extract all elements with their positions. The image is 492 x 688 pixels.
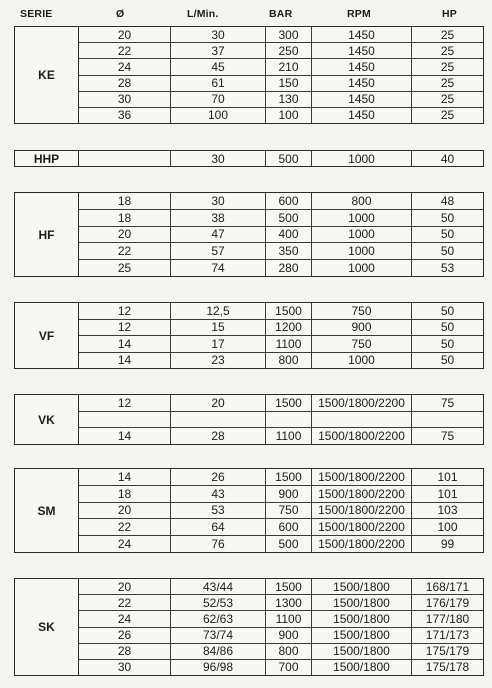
cell-diameter: 20 xyxy=(117,227,132,242)
cell-flow: 47 xyxy=(170,227,265,243)
table-row xyxy=(79,226,483,243)
cell-bar: 400 xyxy=(265,227,311,243)
header-serie: SERIE xyxy=(20,8,53,20)
cell-rpm: 1500/1800/2200 xyxy=(311,469,411,485)
series-label: VF xyxy=(15,303,79,368)
cell-diameter: 24 xyxy=(117,59,132,74)
cell-bar: 1100 xyxy=(265,611,311,626)
cell-bar: 600 xyxy=(265,519,311,535)
cell-flow: 38 xyxy=(170,210,265,226)
cell-flow: 76 xyxy=(170,536,265,552)
cell-flow: 45 xyxy=(170,59,265,74)
cell-hp: 53 xyxy=(411,260,483,276)
cell-bar: 130 xyxy=(265,92,311,107)
cell-hp: 75 xyxy=(411,395,483,411)
cell-diameter xyxy=(79,151,170,166)
cell-diameter: 25 xyxy=(117,261,132,276)
series-block-ke xyxy=(14,26,484,124)
cell-flow: 61 xyxy=(170,76,265,91)
cell-flow: 26 xyxy=(170,469,265,485)
cell-hp: 40 xyxy=(411,151,483,166)
cell-diameter: 28 xyxy=(117,644,132,659)
series-block-sk xyxy=(14,578,484,676)
cell-hp: 75 xyxy=(411,428,483,444)
cell-bar: 1500 xyxy=(265,469,311,485)
cell-rpm: 1450 xyxy=(311,27,411,42)
cell-rpm: 1450 xyxy=(311,92,411,107)
cell-rpm: 800 xyxy=(311,193,411,209)
table-row xyxy=(79,303,483,319)
series-block-sm xyxy=(14,468,484,553)
cell-flow: 23 xyxy=(170,353,265,369)
cell-bar: 600 xyxy=(265,193,311,209)
table-row xyxy=(79,502,483,519)
table-row xyxy=(79,485,483,502)
table-row xyxy=(79,411,483,428)
cell-bar: 1100 xyxy=(265,336,311,352)
cell-flow: 96/98 xyxy=(170,660,265,675)
cell-bar: 800 xyxy=(265,644,311,659)
cell-diameter: 22 xyxy=(117,595,132,610)
table-row xyxy=(79,469,483,485)
series-block-hf xyxy=(14,192,484,277)
cell-diameter: 36 xyxy=(117,108,132,123)
table-row xyxy=(79,610,483,626)
cell-diameter: 22 xyxy=(117,244,132,259)
cell-bar: 100 xyxy=(265,108,311,123)
cell-rpm xyxy=(311,412,411,428)
table-row xyxy=(79,319,483,336)
table-row xyxy=(79,42,483,58)
cell-diameter: 20 xyxy=(117,579,132,594)
table-row xyxy=(79,335,483,352)
cell-rpm: 1450 xyxy=(311,76,411,91)
cell-hp: 25 xyxy=(411,76,483,91)
cell-bar: 1200 xyxy=(265,320,311,336)
cell-rpm: 1500/1800/2200 xyxy=(311,519,411,535)
table-row xyxy=(79,579,483,594)
cell-hp: 168/171 xyxy=(411,579,483,594)
series-label: HHP xyxy=(15,151,79,166)
cell-rpm: 1500/1800/2200 xyxy=(311,503,411,519)
series-label: SM xyxy=(15,469,79,552)
cell-bar: 1300 xyxy=(265,595,311,610)
cell-flow: 15 xyxy=(170,320,265,336)
cell-diameter: 22 xyxy=(117,520,132,535)
header-flow: L/Min. xyxy=(187,8,219,20)
cell-rpm: 1500/1800 xyxy=(311,660,411,675)
cell-flow: 17 xyxy=(170,336,265,352)
table-row xyxy=(79,27,483,42)
cell-flow: 30 xyxy=(170,151,265,166)
cell-hp: 25 xyxy=(411,43,483,58)
cell-rpm: 1000 xyxy=(311,151,411,166)
cell-hp: 177/180 xyxy=(411,611,483,626)
cell-diameter: 12 xyxy=(117,303,132,318)
cell-rpm: 1500/1800/2200 xyxy=(311,428,411,444)
cell-flow: 12,5 xyxy=(170,303,265,319)
cell-rpm: 900 xyxy=(311,320,411,336)
cell-bar xyxy=(265,412,311,428)
table-row xyxy=(79,58,483,74)
cell-rpm: 1450 xyxy=(311,59,411,74)
cell-diameter: 14 xyxy=(117,353,132,368)
cell-flow: 73/74 xyxy=(170,628,265,643)
table-row xyxy=(79,427,483,444)
cell-hp: 99 xyxy=(411,536,483,552)
cell-hp: 171/173 xyxy=(411,628,483,643)
cell-hp: 48 xyxy=(411,193,483,209)
cell-bar: 150 xyxy=(265,76,311,91)
cell-flow: 52/53 xyxy=(170,595,265,610)
cell-hp: 50 xyxy=(411,303,483,319)
cell-rpm: 1500/1800 xyxy=(311,611,411,626)
table-row xyxy=(79,91,483,107)
table-row xyxy=(79,209,483,226)
table-header xyxy=(14,8,484,24)
cell-rpm: 1450 xyxy=(311,108,411,123)
cell-rpm: 1500/1800 xyxy=(311,579,411,594)
cell-hp: 103 xyxy=(411,503,483,519)
table-row xyxy=(79,518,483,535)
cell-diameter: 30 xyxy=(117,92,132,107)
cell-bar: 500 xyxy=(265,151,311,166)
cell-diameter: 18 xyxy=(117,193,132,208)
cell-bar: 500 xyxy=(265,210,311,226)
table-row xyxy=(79,643,483,659)
cell-flow: 100 xyxy=(170,108,265,123)
cell-rpm: 1450 xyxy=(311,43,411,58)
cell-bar: 500 xyxy=(265,536,311,552)
table-row xyxy=(79,259,483,276)
series-label: SK xyxy=(15,579,79,675)
cell-diameter: 20 xyxy=(117,27,132,42)
cell-bar: 280 xyxy=(265,260,311,276)
cell-diameter: 12 xyxy=(117,320,132,335)
series-label: HF xyxy=(15,193,79,276)
cell-diameter: 22 xyxy=(117,43,132,58)
cell-hp: 50 xyxy=(411,210,483,226)
series-block-vf xyxy=(14,302,484,369)
table-row xyxy=(79,395,483,411)
cell-flow: 43/44 xyxy=(170,579,265,594)
cell-bar: 300 xyxy=(265,27,311,42)
cell-flow xyxy=(170,412,265,428)
series-block-vk xyxy=(14,394,484,445)
cell-rpm: 1500/1800/2200 xyxy=(311,536,411,552)
cell-bar: 800 xyxy=(265,353,311,369)
cell-rpm: 1000 xyxy=(311,260,411,276)
table-row xyxy=(79,107,483,123)
cell-bar: 700 xyxy=(265,660,311,675)
cell-hp xyxy=(411,412,483,428)
cell-bar: 900 xyxy=(265,628,311,643)
cell-rpm: 1500/1800 xyxy=(311,595,411,610)
table-row xyxy=(79,535,483,552)
cell-diameter xyxy=(79,412,170,428)
cell-diameter: 20 xyxy=(117,503,132,518)
header-rpm: RPM xyxy=(347,8,371,20)
cell-diameter: 28 xyxy=(117,76,132,91)
table-row xyxy=(79,594,483,610)
cell-flow: 84/86 xyxy=(170,644,265,659)
cell-rpm: 1500/1800/2200 xyxy=(311,486,411,502)
cell-rpm: 1000 xyxy=(311,210,411,226)
cell-diameter: 14 xyxy=(117,429,132,444)
table-row xyxy=(79,659,483,675)
cell-hp: 25 xyxy=(411,59,483,74)
cell-hp: 25 xyxy=(411,27,483,42)
cell-hp: 100 xyxy=(411,519,483,535)
cell-flow: 30 xyxy=(170,27,265,42)
cell-hp: 50 xyxy=(411,243,483,259)
cell-flow: 62/63 xyxy=(170,611,265,626)
cell-diameter: 18 xyxy=(117,486,132,501)
cell-hp: 176/179 xyxy=(411,595,483,610)
cell-bar: 1500 xyxy=(265,395,311,411)
cell-diameter: 30 xyxy=(117,660,132,675)
cell-flow: 28 xyxy=(170,428,265,444)
cell-hp: 101 xyxy=(411,469,483,485)
cell-rpm: 750 xyxy=(311,303,411,319)
cell-rpm: 1500/1800 xyxy=(311,628,411,643)
cell-bar: 900 xyxy=(265,486,311,502)
series-label: KE xyxy=(15,27,79,123)
cell-diameter: 14 xyxy=(117,336,132,351)
cell-rpm: 1000 xyxy=(311,227,411,243)
cell-hp: 25 xyxy=(411,92,483,107)
table-row xyxy=(79,75,483,91)
header-hp: HP xyxy=(442,8,457,20)
header-bar: BAR xyxy=(269,8,293,20)
cell-flow: 20 xyxy=(170,395,265,411)
cell-bar: 210 xyxy=(265,59,311,74)
cell-hp: 50 xyxy=(411,353,483,369)
cell-rpm: 1500/1800/2200 xyxy=(311,395,411,411)
cell-diameter: 24 xyxy=(117,537,132,552)
series-block-hhp xyxy=(14,150,484,167)
series-label: VK xyxy=(15,395,79,444)
cell-flow: 64 xyxy=(170,519,265,535)
cell-rpm: 750 xyxy=(311,336,411,352)
header-diameter: Ø xyxy=(116,8,125,20)
cell-flow: 70 xyxy=(170,92,265,107)
cell-hp: 175/179 xyxy=(411,644,483,659)
cell-bar: 350 xyxy=(265,243,311,259)
cell-flow: 57 xyxy=(170,243,265,259)
table-row xyxy=(79,352,483,369)
table-row xyxy=(79,193,483,209)
cell-flow: 53 xyxy=(170,503,265,519)
table-row xyxy=(79,151,483,166)
cell-diameter: 12 xyxy=(117,395,132,410)
cell-hp: 175/178 xyxy=(411,660,483,675)
cell-hp: 25 xyxy=(411,108,483,123)
cell-diameter: 26 xyxy=(117,628,132,643)
cell-flow: 37 xyxy=(170,43,265,58)
cell-diameter: 24 xyxy=(117,611,132,626)
cell-diameter: 18 xyxy=(117,210,132,225)
cell-flow: 74 xyxy=(170,260,265,276)
cell-bar: 1500 xyxy=(265,579,311,594)
table-row xyxy=(79,242,483,259)
cell-bar: 250 xyxy=(265,43,311,58)
cell-bar: 1500 xyxy=(265,303,311,319)
cell-hp: 50 xyxy=(411,336,483,352)
cell-flow: 30 xyxy=(170,193,265,209)
cell-bar: 1100 xyxy=(265,428,311,444)
cell-hp: 50 xyxy=(411,320,483,336)
table-row xyxy=(79,627,483,643)
cell-hp: 50 xyxy=(411,227,483,243)
cell-flow: 43 xyxy=(170,486,265,502)
cell-rpm: 1000 xyxy=(311,243,411,259)
cell-hp: 101 xyxy=(411,486,483,502)
cell-rpm: 1000 xyxy=(311,353,411,369)
cell-diameter: 14 xyxy=(117,469,132,484)
cell-rpm: 1500/1800 xyxy=(311,644,411,659)
cell-bar: 750 xyxy=(265,503,311,519)
